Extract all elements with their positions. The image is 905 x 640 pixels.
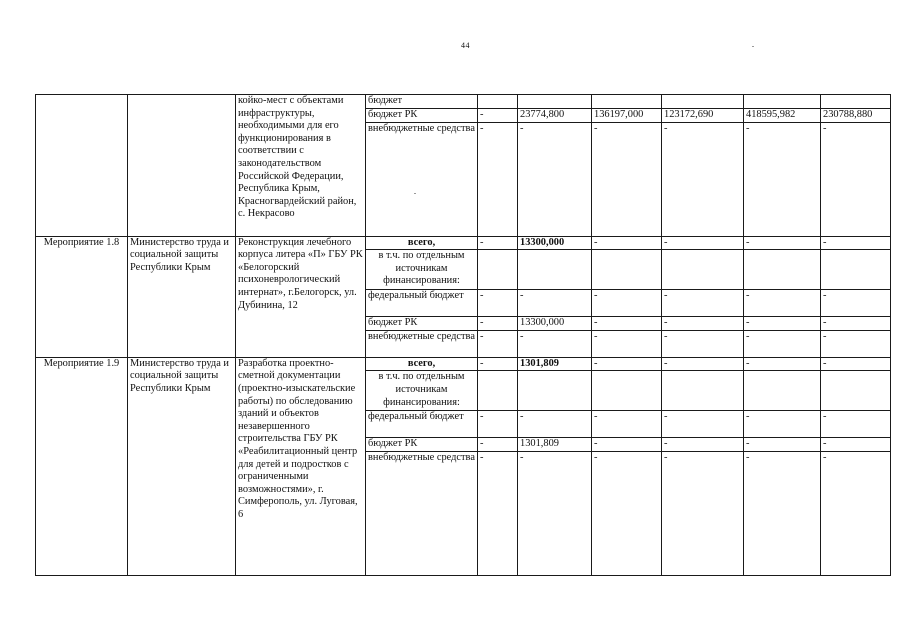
value-cell: -	[592, 411, 662, 438]
value-cell: -	[478, 411, 518, 438]
value-cell: -	[821, 122, 891, 236]
source-cell: федеральный бюджет	[366, 290, 478, 317]
value-cell: -	[744, 330, 821, 357]
value-cell: -	[821, 451, 891, 575]
value-cell: 136197,000	[592, 108, 662, 122]
value-cell: -	[662, 290, 744, 317]
table-row	[36, 357, 891, 371]
value-cell: -	[592, 317, 662, 331]
source-cell: внебюджетные средства	[366, 330, 478, 357]
event-cell: Мероприятие 1.9	[36, 357, 128, 575]
value-cell: 418595,982	[744, 108, 821, 122]
value-cell: 23774,800	[518, 108, 592, 122]
value-cell: -	[662, 330, 744, 357]
value-cell: 230788,880	[821, 108, 891, 122]
source-cell: внебюджетные средства	[366, 122, 478, 236]
value-cell: -	[744, 122, 821, 236]
value-cell: -	[821, 330, 891, 357]
source-cell: бюджет РК	[366, 317, 478, 331]
value-cell: -	[744, 317, 821, 331]
value-cell: -	[662, 438, 744, 452]
value-cell: -	[518, 290, 592, 317]
value-cell: -	[518, 330, 592, 357]
executor-cell: Министерство труда и социальной защиты Республики Крым	[128, 236, 236, 357]
value-cell: -	[592, 357, 662, 371]
value-cell: -	[821, 236, 891, 250]
value-cell: -	[821, 317, 891, 331]
source-cell: всего,	[366, 357, 478, 371]
page-number: 44	[461, 41, 470, 50]
value-cell: -	[744, 290, 821, 317]
value-cell: -	[478, 357, 518, 371]
value-cell: -	[592, 451, 662, 575]
value-cell: -	[592, 330, 662, 357]
value-cell: -	[744, 438, 821, 452]
value-cell: -	[744, 411, 821, 438]
value-cell: -	[518, 122, 592, 236]
table-row	[36, 236, 891, 250]
event-cell: Мероприятие 1.8	[36, 236, 128, 357]
value-cell: -	[744, 236, 821, 250]
value-cell: -	[478, 122, 518, 236]
source-cell: бюджет РК	[366, 108, 478, 122]
value-cell: -	[662, 122, 744, 236]
value-cell: -	[821, 290, 891, 317]
source-cell: бюджет	[366, 95, 478, 109]
budget-table	[35, 94, 891, 576]
value-cell: -	[518, 451, 592, 575]
value-cell: -	[592, 236, 662, 250]
value-cell: -	[478, 451, 518, 575]
value-cell: -	[592, 438, 662, 452]
value-cell: -	[518, 411, 592, 438]
value-cell: -	[592, 290, 662, 317]
value-cell: -	[821, 357, 891, 371]
source-cell: внебюджетные средства	[366, 451, 478, 575]
source-cell: всего,	[366, 236, 478, 250]
table-row	[36, 95, 891, 109]
value-cell: 13300,000	[518, 317, 592, 331]
value-cell: -	[662, 317, 744, 331]
description-cell: койко-мест с объектами инфраструктуры, необходимыми для его функционирования в соответствии с законодательством Российской Федерации, Республика Крым, Красногвардейский район, с. Некрасово	[236, 95, 366, 237]
value-cell: 1301,809	[518, 438, 592, 452]
value-cell: 123172,690	[662, 108, 744, 122]
source-cell: федеральный бюджет	[366, 411, 478, 438]
value-cell: -	[478, 236, 518, 250]
value-cell: 13300,000	[518, 236, 592, 250]
value-cell: -	[592, 122, 662, 236]
scan-speck	[752, 46, 754, 47]
value-cell: 1301,809	[518, 357, 592, 371]
value-cell: -	[821, 411, 891, 438]
value-cell: -	[478, 108, 518, 122]
value-cell: -	[478, 330, 518, 357]
value-cell: -	[744, 451, 821, 575]
value-cell: -	[478, 317, 518, 331]
value-cell: -	[478, 438, 518, 452]
value-cell: -	[662, 236, 744, 250]
value-cell: -	[821, 438, 891, 452]
value-cell: -	[744, 357, 821, 371]
event-cell	[36, 95, 128, 237]
executor-cell: Министерство труда и социальной защиты Республики Крым	[128, 357, 236, 575]
source-cell: в т.ч. по отдельным источникам финансирования:	[366, 250, 478, 290]
value-cell: -	[662, 451, 744, 575]
source-cell: бюджет РК	[366, 438, 478, 452]
description-cell: Реконструкция лечебного корпуса литера «П» ГБУ РК «Белогорский психоневрологический интернат», г.Белогорск, ул. Дубинина, 12	[236, 236, 366, 357]
description-cell: Разработка проектно-сметной документации (проектно-изыскательские работы) по обследованию зданий и объектов незавершенного строительства ГБУ РК «Реабилитационный центр для детей и подростков с ограниченными возможностями», г. Симферополь, ул. Луговая, 6	[236, 357, 366, 575]
source-cell: в т.ч. по отдельным источникам финансирования:	[366, 371, 478, 411]
executor-cell	[128, 95, 236, 237]
value-cell: -	[662, 411, 744, 438]
value-cell: -	[478, 290, 518, 317]
value-cell: -	[662, 357, 744, 371]
